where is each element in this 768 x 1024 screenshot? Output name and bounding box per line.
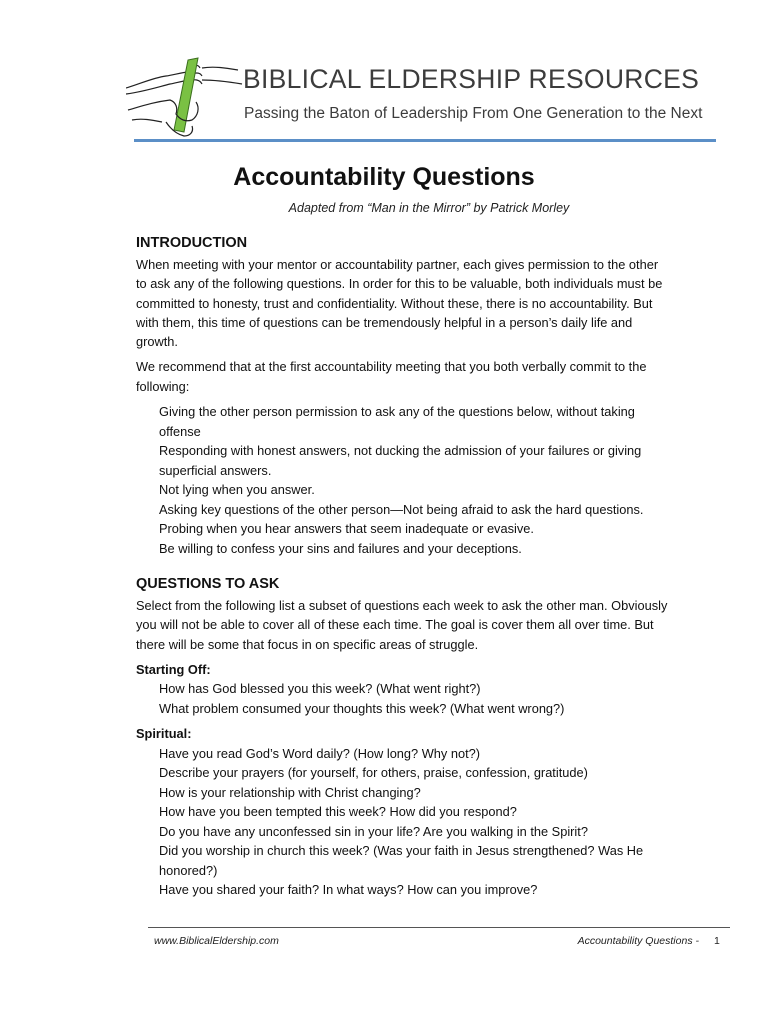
- page-title: Accountability Questions: [233, 163, 535, 191]
- list-item: offense: [159, 423, 201, 439]
- list-item: Have you read God’s Word daily? (How long? Why not?): [159, 745, 481, 761]
- list-item: honored?): [159, 862, 218, 878]
- footer-divider: [148, 927, 730, 928]
- text-line: you will not be able to cover all of these each time. The goal is cover them all over time. But: [136, 617, 654, 633]
- footer-website-link[interactable]: www.BiblicalEldership.com: [154, 935, 279, 947]
- text-line: When meeting with your mentor or accountability partner, each gives permission to the other: [136, 257, 659, 272]
- brand-tagline: Passing the Baton of Leadership From One Generation to the Next: [244, 105, 703, 122]
- starting-off-label: Starting Off:: [136, 661, 211, 677]
- text-line: growth.: [136, 334, 178, 350]
- baton-handoff-logo: [126, 50, 244, 138]
- questions-heading: QUESTIONS TO ASK: [136, 576, 280, 593]
- questions-paragraph: [136, 596, 720, 654]
- list-item: How have you been tempted this week? How did you respond?: [159, 804, 517, 820]
- list-item: How is your relationship with Christ changing?: [159, 784, 421, 800]
- list-item: Giving the other person permission to ask any of the questions below, without taking: [159, 404, 635, 420]
- page-number: 1: [714, 935, 720, 947]
- list-item: Asking key questions of the other person—Not being afraid to ask the hard questions.: [159, 501, 644, 517]
- introduction-heading: INTRODUCTION: [136, 235, 248, 251]
- document-body: [136, 233, 720, 900]
- spiritual-label: Spiritual:: [136, 726, 192, 742]
- text-line: Select from the following list a subset of questions each week to ask the other man. Obviously: [136, 598, 668, 614]
- header-divider: [134, 139, 716, 142]
- recommend-paragraph: [136, 357, 720, 396]
- list-item: Do you have any unconfessed sin in your life? Are you walking in the Spirit?: [159, 823, 588, 839]
- list-item: Not lying when you answer.: [159, 482, 315, 498]
- text-line: We recommend that at the first accountability meeting that you both verbally commit to the: [136, 359, 647, 375]
- commitments-list: [136, 402, 720, 558]
- list-item: Be willing to confess your sins and failures and your deceptions.: [159, 540, 522, 556]
- text-line: to ask any of the following questions. In order for this to be valuable, both individuals must be: [136, 276, 663, 292]
- text-line: with them, this time of questions can be tremendously helpful in a person’s daily life and: [136, 314, 633, 330]
- list-item: Did you worship in church this week? (Was your faith in Jesus strengthened? Was He: [159, 843, 644, 859]
- list-item: How has God blessed you this week? (What went right?): [159, 681, 481, 697]
- text-line: there will be some that focus in on specific areas of struggle.: [136, 636, 479, 652]
- list-item: What problem consumed your thoughts this week? (What went wrong?): [159, 700, 565, 716]
- text-line: following:: [136, 378, 190, 394]
- list-item: Have you shared your faith? In what ways? How can you improve?: [159, 882, 538, 898]
- list-item: Probing when you hear answers that seem inadequate or evasive.: [159, 521, 534, 537]
- list-item: Describe your prayers (for yourself, for others, praise, confession, gratitude): [159, 765, 588, 781]
- list-item: Responding with honest answers, not ducking the admission of your failures or giving: [159, 443, 642, 459]
- text-line: committed to honesty, trust and confidentiality. Without these, there is no accountability. But: [136, 295, 653, 311]
- list-item: superficial answers.: [159, 462, 272, 478]
- page-subtitle: Adapted from “Man in the Mirror” by Patrick Morley: [288, 201, 570, 215]
- introduction-paragraph: [136, 255, 720, 351]
- footer-doc-label: Accountability Questions -: [577, 935, 699, 947]
- header: [126, 50, 716, 142]
- brand-title: BIBLICAL ELDERSHIP RESOURCES: [243, 64, 700, 94]
